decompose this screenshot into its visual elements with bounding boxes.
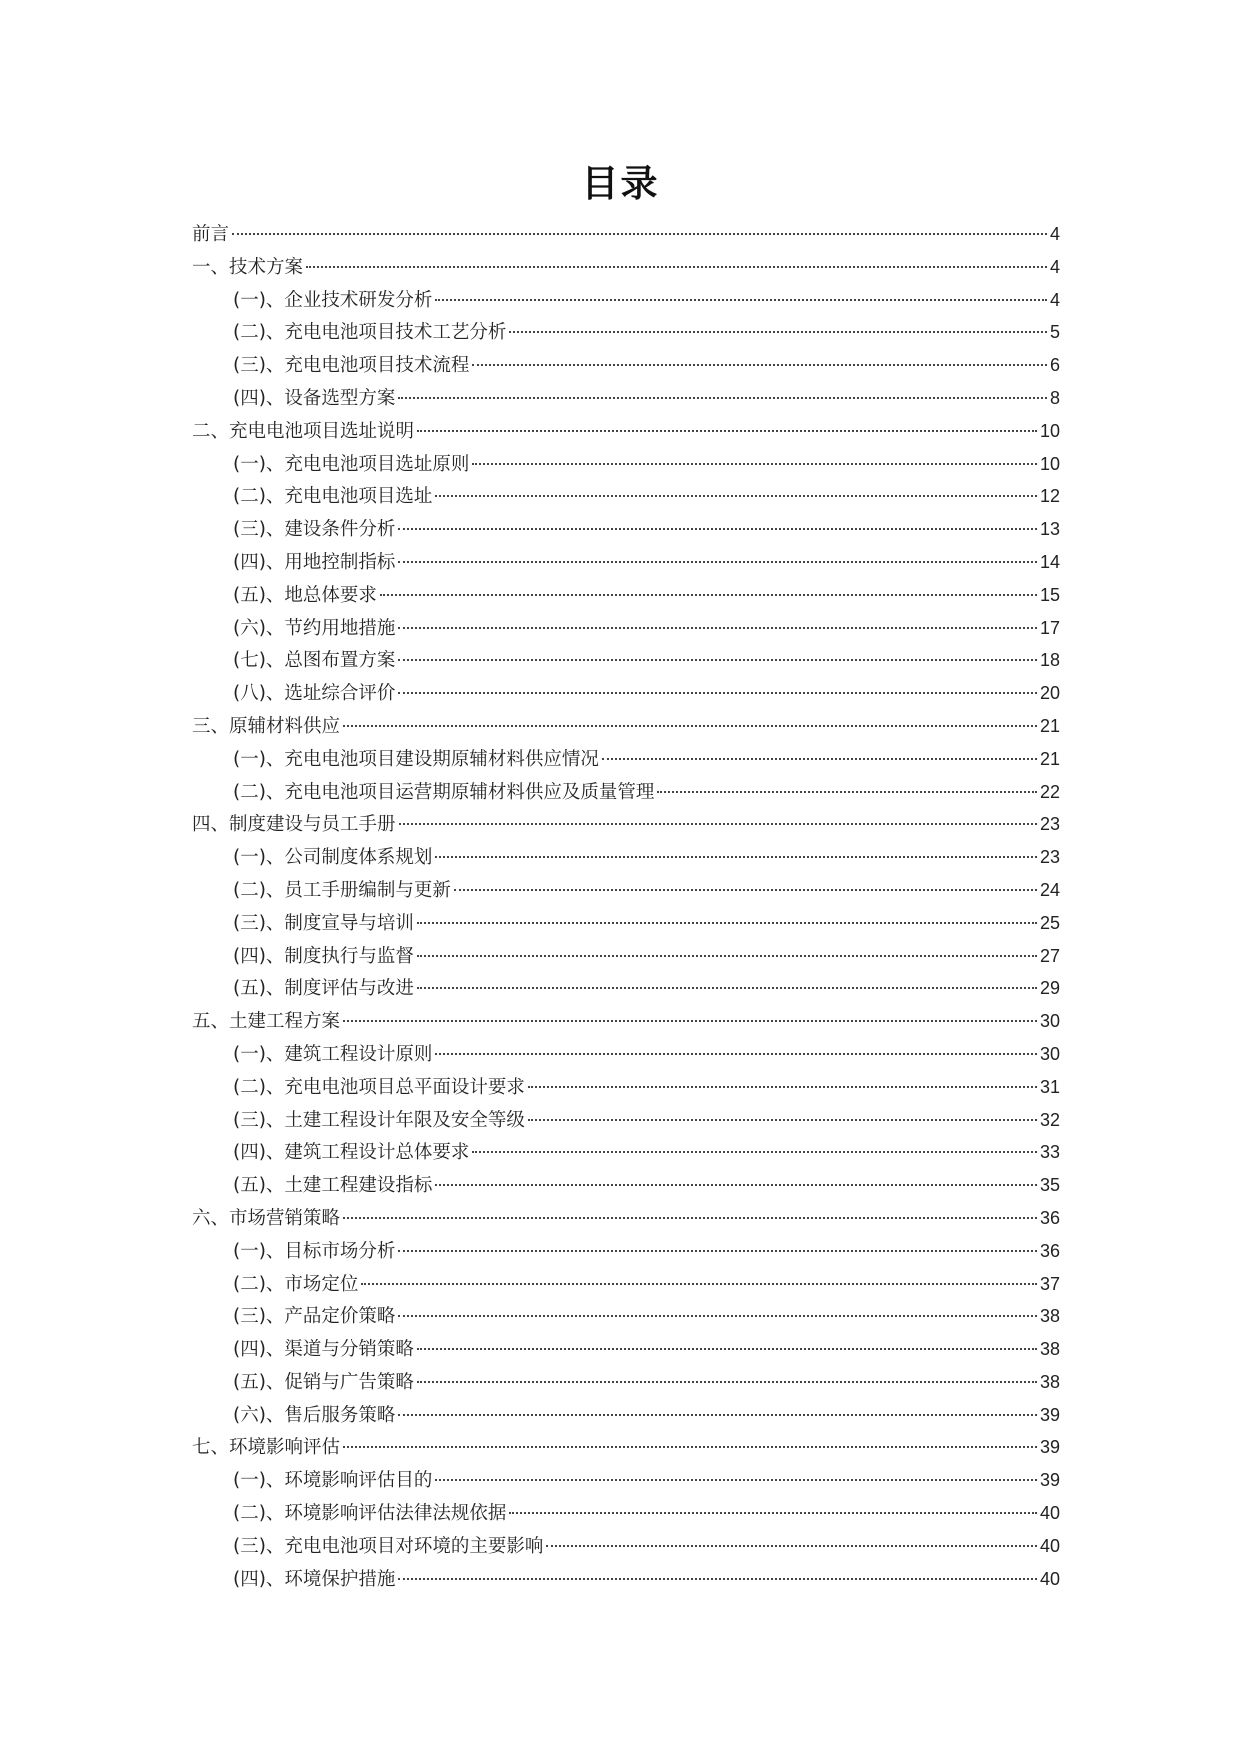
toc-entry-title: (四)、渠道与分销策略 bbox=[233, 1339, 414, 1361]
toc-section-entry[interactable] bbox=[192, 1366, 1060, 1399]
toc-dot-leader bbox=[398, 1578, 1037, 1580]
toc-section-entry[interactable] bbox=[192, 1038, 1060, 1071]
toc-entry-title: 二、充电电池项目选址说明 bbox=[192, 420, 415, 442]
toc-page-number: 30 bbox=[1039, 1011, 1060, 1032]
toc-page-number: 38 bbox=[1039, 1371, 1060, 1392]
toc-page-number: 8 bbox=[1049, 387, 1060, 408]
toc-section-entry[interactable] bbox=[192, 1530, 1060, 1563]
toc-page-number: 40 bbox=[1039, 1503, 1060, 1524]
toc-page-number: 38 bbox=[1039, 1339, 1060, 1360]
toc-page-number: 12 bbox=[1039, 486, 1060, 507]
toc-entry-title: (二)、环境影响评估法律法规依据 bbox=[233, 1503, 507, 1525]
toc-section-entry[interactable] bbox=[192, 1399, 1060, 1432]
toc-dot-leader bbox=[398, 1250, 1037, 1252]
toc-dot-leader bbox=[398, 561, 1037, 563]
toc-section-entry[interactable] bbox=[192, 743, 1060, 776]
toc-section-entry[interactable] bbox=[192, 1136, 1060, 1169]
toc-entry-title: 四、制度建设与员工手册 bbox=[192, 814, 396, 836]
toc-section-entry[interactable] bbox=[192, 382, 1060, 415]
toc-page-number: 18 bbox=[1039, 650, 1060, 671]
toc-chapter-entry[interactable] bbox=[192, 415, 1060, 448]
toc-section-entry[interactable] bbox=[192, 1169, 1060, 1202]
toc-dot-leader bbox=[435, 856, 1037, 858]
toc-page-number: 5 bbox=[1049, 322, 1060, 343]
toc-entry-title: (一)、建筑工程设计原则 bbox=[233, 1043, 433, 1065]
toc-section-entry[interactable] bbox=[192, 972, 1060, 1005]
toc-entry-title: (一)、企业技术研发分析 bbox=[233, 289, 433, 311]
toc-page-number: 4 bbox=[1049, 256, 1060, 277]
toc-page-number: 27 bbox=[1039, 945, 1060, 966]
toc-dot-leader bbox=[398, 528, 1037, 530]
toc-entry-title: (四)、建筑工程设计总体要求 bbox=[233, 1142, 470, 1164]
toc-page-number: 35 bbox=[1039, 1175, 1060, 1196]
toc-page-number: 10 bbox=[1039, 453, 1060, 474]
toc-section-entry[interactable] bbox=[192, 1268, 1060, 1301]
toc-section-entry[interactable] bbox=[192, 316, 1060, 349]
toc-page-number: 29 bbox=[1039, 978, 1060, 999]
toc-section-entry[interactable] bbox=[192, 284, 1060, 317]
toc-entry-title: (二)、市场定位 bbox=[233, 1273, 359, 1295]
toc-section-entry[interactable] bbox=[192, 874, 1060, 907]
toc-page-number: 4 bbox=[1049, 289, 1060, 310]
toc-section-entry[interactable] bbox=[192, 677, 1060, 710]
toc-dot-leader bbox=[398, 397, 1047, 399]
toc-entry-title: (三)、充电电池项目对环境的主要影响 bbox=[233, 1535, 544, 1557]
toc-page-number: 6 bbox=[1049, 355, 1060, 376]
toc-page-number: 15 bbox=[1039, 584, 1060, 605]
toc-section-entry[interactable] bbox=[192, 1333, 1060, 1366]
toc-entry-title: (四)、设备选型方案 bbox=[233, 387, 396, 409]
toc-entry-title: (二)、充电电池项目运营期原辅材料供应及质量管理 bbox=[233, 781, 655, 803]
toc-entry-title: 三、原辅材料供应 bbox=[192, 715, 341, 737]
toc-section-entry[interactable] bbox=[192, 1104, 1060, 1137]
toc-entry-title: (五)、制度评估与改进 bbox=[233, 978, 414, 1000]
toc-entry-title: (一)、环境影响评估目的 bbox=[233, 1470, 433, 1492]
toc-dot-leader bbox=[528, 1086, 1037, 1088]
toc-chapter-entry[interactable] bbox=[192, 710, 1060, 743]
toc-dot-leader bbox=[398, 1414, 1037, 1416]
toc-entry-title: (一)、目标市场分析 bbox=[233, 1240, 396, 1262]
toc-page-number: 38 bbox=[1039, 1306, 1060, 1327]
toc-dot-leader bbox=[343, 1446, 1037, 1448]
toc-page-number: 23 bbox=[1039, 847, 1060, 868]
toc-page-number: 14 bbox=[1039, 551, 1060, 572]
toc-dot-leader bbox=[398, 627, 1037, 629]
toc-entry-title: (四)、用地控制指标 bbox=[233, 551, 396, 573]
toc-page-number: 36 bbox=[1039, 1207, 1060, 1228]
toc-entry-title: (八)、选址综合评价 bbox=[233, 683, 396, 705]
toc-page-number: 22 bbox=[1039, 781, 1060, 802]
toc-page-number: 39 bbox=[1039, 1437, 1060, 1458]
toc-dot-leader bbox=[657, 791, 1037, 793]
toc-dot-leader bbox=[343, 1217, 1037, 1219]
toc-page-number: 4 bbox=[1049, 224, 1060, 244]
toc-dot-leader bbox=[306, 266, 1047, 268]
toc-page-number: 39 bbox=[1039, 1470, 1060, 1491]
toc-entry-title: (五)、土建工程建设指标 bbox=[233, 1175, 433, 1197]
toc-page-number: 33 bbox=[1039, 1142, 1060, 1163]
toc-dot-leader bbox=[509, 331, 1047, 333]
toc-section-entry[interactable] bbox=[192, 513, 1060, 546]
toc-page-number: 17 bbox=[1039, 617, 1060, 638]
toc-chapter-entry[interactable] bbox=[192, 808, 1060, 841]
toc-dot-leader bbox=[343, 725, 1037, 727]
toc-chapter-entry[interactable] bbox=[192, 218, 1060, 251]
toc-entry-title: (七)、总图布置方案 bbox=[233, 650, 396, 672]
toc-entry-title: (六)、售后服务策略 bbox=[233, 1404, 396, 1426]
toc-section-entry[interactable] bbox=[192, 1497, 1060, 1530]
toc-page-number: 25 bbox=[1039, 912, 1060, 933]
toc-entry-title: (二)、员工手册编制与更新 bbox=[233, 879, 451, 901]
toc-page-number: 21 bbox=[1039, 748, 1060, 769]
toc-section-entry[interactable] bbox=[192, 1071, 1060, 1104]
toc-dot-leader bbox=[454, 889, 1037, 891]
toc-page-number: 13 bbox=[1039, 519, 1060, 540]
toc-dot-leader bbox=[232, 233, 1047, 235]
toc-dot-leader bbox=[509, 1512, 1037, 1514]
toc-dot-leader bbox=[602, 758, 1037, 760]
toc-dot-leader bbox=[417, 987, 1037, 989]
toc-dot-leader bbox=[343, 1020, 1037, 1022]
toc-entry-title: 五、土建工程方案 bbox=[192, 1011, 341, 1033]
toc-page-number: 30 bbox=[1039, 1043, 1060, 1064]
toc-entry-title: (五)、地总体要求 bbox=[233, 584, 377, 606]
toc-dot-leader bbox=[398, 659, 1037, 661]
table-of-contents bbox=[192, 218, 1060, 1595]
toc-dot-leader bbox=[546, 1545, 1037, 1547]
toc-chapter-entry[interactable] bbox=[192, 1005, 1060, 1038]
toc-page-number: 39 bbox=[1039, 1404, 1060, 1425]
toc-entry-title: 六、市场营销策略 bbox=[192, 1207, 341, 1229]
toc-page-number: 37 bbox=[1039, 1273, 1060, 1294]
toc-section-entry[interactable] bbox=[192, 448, 1060, 481]
toc-section-entry[interactable] bbox=[192, 841, 1060, 874]
toc-page-number: 31 bbox=[1039, 1076, 1060, 1097]
toc-page-number: 32 bbox=[1039, 1109, 1060, 1130]
toc-page-number: 10 bbox=[1039, 420, 1060, 441]
toc-dot-leader bbox=[380, 594, 1037, 596]
toc-dot-leader bbox=[361, 1283, 1037, 1285]
toc-entry-title: (二)、充电电池项目选址 bbox=[233, 486, 433, 508]
toc-entry-title: (三)、制度宣导与培训 bbox=[233, 912, 414, 934]
toc-page-number: 23 bbox=[1039, 814, 1060, 835]
toc-dot-leader bbox=[417, 1348, 1037, 1350]
toc-entry-title: (一)、充电电池项目选址原则 bbox=[233, 453, 470, 475]
toc-dot-leader bbox=[417, 1381, 1037, 1383]
toc-section-entry[interactable] bbox=[192, 940, 1060, 973]
toc-dot-leader bbox=[435, 1479, 1037, 1481]
toc-dot-leader bbox=[398, 1315, 1037, 1317]
toc-section-entry[interactable] bbox=[192, 579, 1060, 612]
toc-page-number: 40 bbox=[1039, 1535, 1060, 1556]
toc-dot-leader bbox=[435, 299, 1047, 301]
toc-dot-leader bbox=[399, 823, 1037, 825]
toc-entry-title: (一)、充电电池项目建设期原辅材料供应情况 bbox=[233, 748, 599, 770]
toc-dot-leader bbox=[472, 463, 1037, 465]
toc-entry-title: (三)、土建工程设计年限及安全等级 bbox=[233, 1109, 525, 1131]
toc-dot-leader bbox=[417, 430, 1037, 432]
toc-section-entry[interactable] bbox=[192, 612, 1060, 645]
toc-entry-title: (一)、公司制度体系规划 bbox=[233, 847, 433, 869]
toc-section-entry[interactable] bbox=[192, 776, 1060, 809]
toc-dot-leader bbox=[435, 1053, 1037, 1055]
toc-entry-title: (二)、充电电池项目技术工艺分析 bbox=[233, 322, 507, 344]
toc-entry-title: (三)、建设条件分析 bbox=[233, 519, 396, 541]
toc-entry-title: 七、环境影响评估 bbox=[192, 1437, 341, 1459]
toc-page-number: 36 bbox=[1039, 1240, 1060, 1261]
toc-dot-leader bbox=[528, 1119, 1037, 1121]
toc-section-entry[interactable] bbox=[192, 480, 1060, 513]
toc-section-entry[interactable] bbox=[192, 1563, 1060, 1596]
toc-entry-title: (三)、充电电池项目技术流程 bbox=[233, 355, 470, 377]
toc-section-entry[interactable] bbox=[192, 546, 1060, 579]
toc-section-entry[interactable] bbox=[192, 1300, 1060, 1333]
toc-dot-leader bbox=[417, 922, 1037, 924]
toc-entry-title: (三)、产品定价策略 bbox=[233, 1306, 396, 1328]
toc-dot-leader bbox=[435, 495, 1037, 497]
toc-dot-leader bbox=[472, 364, 1047, 366]
toc-entry-title: (四)、制度执行与监督 bbox=[233, 945, 414, 967]
toc-entry-title: 一、技术方案 bbox=[192, 256, 304, 278]
toc-page-number: 21 bbox=[1039, 715, 1060, 736]
toc-section-entry[interactable] bbox=[192, 1235, 1060, 1268]
toc-chapter-entry[interactable] bbox=[192, 251, 1060, 284]
toc-entry-title: (四)、环境保护措施 bbox=[233, 1568, 396, 1590]
toc-page-number: 20 bbox=[1039, 683, 1060, 704]
toc-dot-leader bbox=[398, 692, 1037, 694]
toc-entry-title: (二)、充电电池项目总平面设计要求 bbox=[233, 1076, 525, 1098]
toc-entry-title: 前言 bbox=[192, 224, 230, 245]
toc-dot-leader bbox=[435, 1184, 1037, 1186]
toc-dot-leader bbox=[417, 955, 1037, 957]
toc-section-entry[interactable] bbox=[192, 1464, 1060, 1497]
toc-page-number: 40 bbox=[1039, 1568, 1060, 1589]
toc-chapter-entry[interactable] bbox=[192, 1202, 1060, 1235]
toc-section-entry[interactable] bbox=[192, 644, 1060, 677]
toc-entry-title: (五)、促销与广告策略 bbox=[233, 1371, 414, 1393]
toc-chapter-entry[interactable] bbox=[192, 1431, 1060, 1464]
toc-section-entry[interactable] bbox=[192, 349, 1060, 382]
toc-page-number: 24 bbox=[1039, 879, 1060, 900]
toc-dot-leader bbox=[472, 1151, 1037, 1153]
toc-section-entry[interactable] bbox=[192, 907, 1060, 940]
toc-entry-title: (六)、节约用地措施 bbox=[233, 617, 396, 639]
page-title: 目录 bbox=[581, 162, 660, 205]
